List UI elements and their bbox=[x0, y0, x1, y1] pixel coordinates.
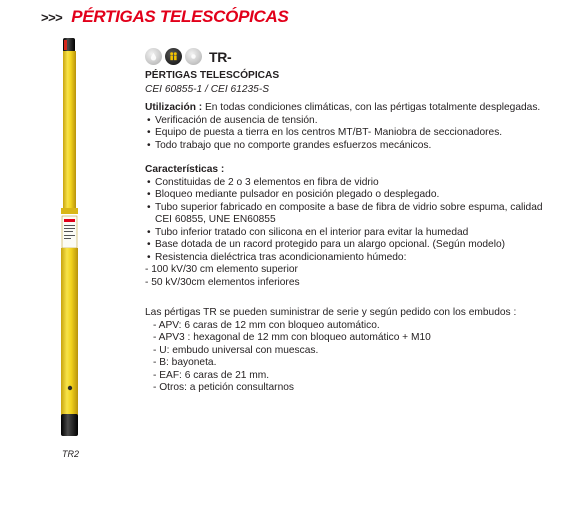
section-header bbox=[41, 6, 289, 28]
header-arrows: >>> bbox=[41, 9, 63, 25]
weather-dry-icon bbox=[185, 48, 202, 65]
list-item: • Constituidas de 2 o 3 elementos en fibra de vidrio bbox=[145, 177, 560, 190]
features-label: Características : bbox=[145, 164, 225, 175]
list-item: • Tubo superior fabricado en composite a base de fibra de vidrio sobre espuma, calidad CEI 60855, UNE EN60855 bbox=[145, 202, 560, 227]
image-caption: TR2 bbox=[62, 449, 80, 459]
resistance-line: - 100 kV/30 cm elemento superior bbox=[145, 264, 298, 275]
telescopic-pole-image bbox=[50, 38, 94, 438]
list-item: • Bloqueo mediante pulsador en posición plegado o desplegado. bbox=[145, 189, 560, 202]
product-norms: CEI 60855-1 / CEI 61235-S bbox=[145, 83, 270, 95]
usage-paragraph bbox=[145, 102, 560, 115]
list-item: - Otros: a petición consultarnos bbox=[153, 382, 294, 393]
usage-list bbox=[145, 115, 560, 153]
resistance-line: - 50 kV/30cm elementos inferiores bbox=[145, 276, 300, 288]
list-item: - APV: 6 caras de 12 mm con bloqueo automático. bbox=[153, 319, 380, 331]
list-item: • Resistencia dieléctrica tras acondicionamiento húmedo: bbox=[145, 252, 560, 265]
resistance-values bbox=[145, 264, 560, 289]
list-item: - APV3 : hexagonal de 12 mm con bloqueo automático + M10 bbox=[153, 332, 431, 343]
features-list bbox=[145, 177, 560, 265]
list-item: - EAF: 6 caras de 21 mm. bbox=[153, 369, 270, 381]
product-title: PÉRTIGAS TELESCÓPICAS bbox=[145, 70, 280, 81]
list-item: • Equipo de puesta a tierra en los centros MT/BT- Maniobra de seccionadores. bbox=[145, 127, 560, 140]
usage-intro: En todas condiciones climáticas, con las pértigas totalmente desplegadas. bbox=[202, 102, 541, 113]
supply-intro: Las pértigas TR se pueden suministrar de serie y según pedido con los embudos : bbox=[145, 307, 517, 318]
usage-label: Utilización : bbox=[145, 102, 203, 113]
list-item: • Base dotada de un racord protegido para un alargo opcional. (Según modelo) bbox=[145, 239, 560, 252]
supply-options-list bbox=[145, 320, 560, 395]
list-item: - U: embudo universal con muescas. bbox=[153, 344, 319, 356]
section-title: PÉRTIGAS TELESCÓPICAS bbox=[71, 7, 289, 26]
list-item: • Todo trabajo que no comporte grandes esfuerzos mecánicos. bbox=[145, 140, 560, 153]
list-item: • Tubo inferior tratado con silicona en el interior para evitar la humedad bbox=[145, 227, 560, 240]
list-item: • Verificación de ausencia de tensión. bbox=[145, 115, 560, 128]
product-description bbox=[145, 70, 560, 395]
product-code: TR- bbox=[209, 48, 232, 65]
list-item: - B: bayoneta. bbox=[153, 357, 217, 368]
weather-rain-icon bbox=[145, 48, 162, 65]
product-icons-row bbox=[145, 48, 231, 65]
users-icon bbox=[165, 48, 182, 65]
